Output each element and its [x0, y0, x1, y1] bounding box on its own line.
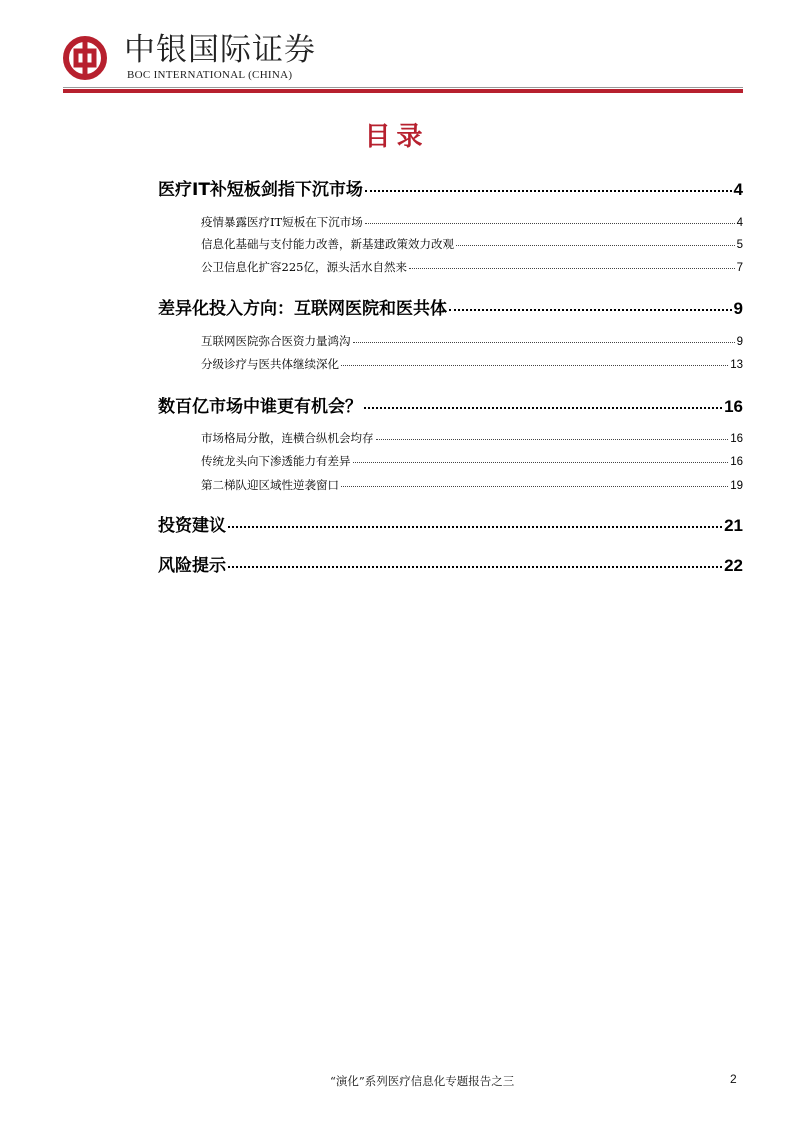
toc-item-3-1[interactable]: [201, 430, 743, 446]
toc-section-4[interactable]: [158, 511, 743, 536]
toc-section-2[interactable]: [158, 294, 743, 319]
toc-item-label: 传统龙头向下渗透能力有差异: [201, 454, 351, 468]
toc-page-number: 16: [730, 433, 743, 445]
toc-leader: [364, 407, 722, 409]
toc-item-label: 疫情暴露医疗IT短板在下沉市场: [201, 215, 363, 229]
toc-item-label: 公卫信息化扩容225亿，源头活水自然来: [201, 260, 407, 274]
toc-leader: [341, 365, 728, 366]
footer-page-number: 2: [730, 1072, 737, 1086]
toc-page-number: 21: [724, 516, 743, 535]
toc-item-3-2[interactable]: [201, 453, 743, 469]
header-divider-thin: [63, 87, 743, 88]
toc-section-1[interactable]: [158, 175, 743, 200]
toc-leader: [353, 462, 729, 463]
toc-item-label: 市场格局分散，连横合纵机会均存: [201, 431, 374, 445]
brand-name-en: BOC INTERNATIONAL (CHINA): [127, 69, 293, 81]
toc-page-number: 4: [736, 217, 743, 229]
header-divider-accent: [63, 89, 743, 93]
toc-item-1-3[interactable]: [201, 259, 743, 275]
toc-page-number: 16: [724, 397, 743, 416]
toc-item-label: 分级诊疗与医共体继续深化: [201, 357, 339, 371]
toc-leader: [409, 268, 735, 269]
toc-page-number: 13: [730, 359, 743, 371]
toc-page-number: 9: [736, 336, 743, 348]
footer-report-title: “演化”系列医疗信息化专题报告之三: [330, 1074, 515, 1088]
toc-page-number: 16: [730, 456, 743, 468]
toc-leader: [376, 439, 729, 440]
toc-item-label: 信息化基础与支付能力改善，新基建政策效力改观: [201, 237, 454, 251]
toc-leader: [228, 526, 722, 528]
toc-leader: [365, 223, 735, 224]
toc-title: 目录: [364, 122, 429, 152]
toc-item-2-2[interactable]: [201, 356, 743, 372]
toc-section-label: 风险提示: [158, 556, 226, 576]
toc-item-label: 互联网医院弥合医资力量鸿沟: [201, 334, 351, 348]
toc-section-label: 差异化投入方向：互联网医院和医共体: [158, 299, 447, 319]
toc-item-3-3[interactable]: [201, 477, 743, 493]
toc-page-number: 22: [724, 556, 743, 575]
toc-leader: [228, 566, 722, 568]
toc-page-number: 5: [736, 239, 743, 251]
toc-item-1-2[interactable]: [201, 236, 743, 252]
toc-item-label: 第二梯队迎区域性逆袭窗口: [201, 478, 339, 492]
toc-section-label: 数百亿市场中谁更有机会？: [158, 397, 362, 417]
toc-leader: [449, 309, 732, 311]
toc-section-3[interactable]: [158, 392, 743, 417]
toc-page-number: 7: [736, 262, 743, 274]
toc-page-number: 9: [733, 299, 743, 318]
toc-section-5[interactable]: [158, 551, 743, 576]
toc-section-label: 医疗IT补短板剑指下沉市场: [158, 180, 363, 200]
brand-name-cn: 中银国际证券: [124, 32, 316, 68]
toc-item-2-1[interactable]: [201, 333, 743, 349]
boc-logo-icon: [63, 36, 107, 80]
toc-item-1-1[interactable]: [201, 214, 743, 230]
toc-page-number: 19: [730, 480, 743, 492]
toc-section-label: 投资建议: [158, 516, 226, 536]
toc-leader: [365, 190, 732, 192]
toc-page-number: 4: [733, 180, 743, 199]
toc-leader: [341, 486, 728, 487]
boc-logo: [63, 36, 107, 80]
toc-leader: [456, 245, 735, 246]
toc-leader: [353, 342, 735, 343]
